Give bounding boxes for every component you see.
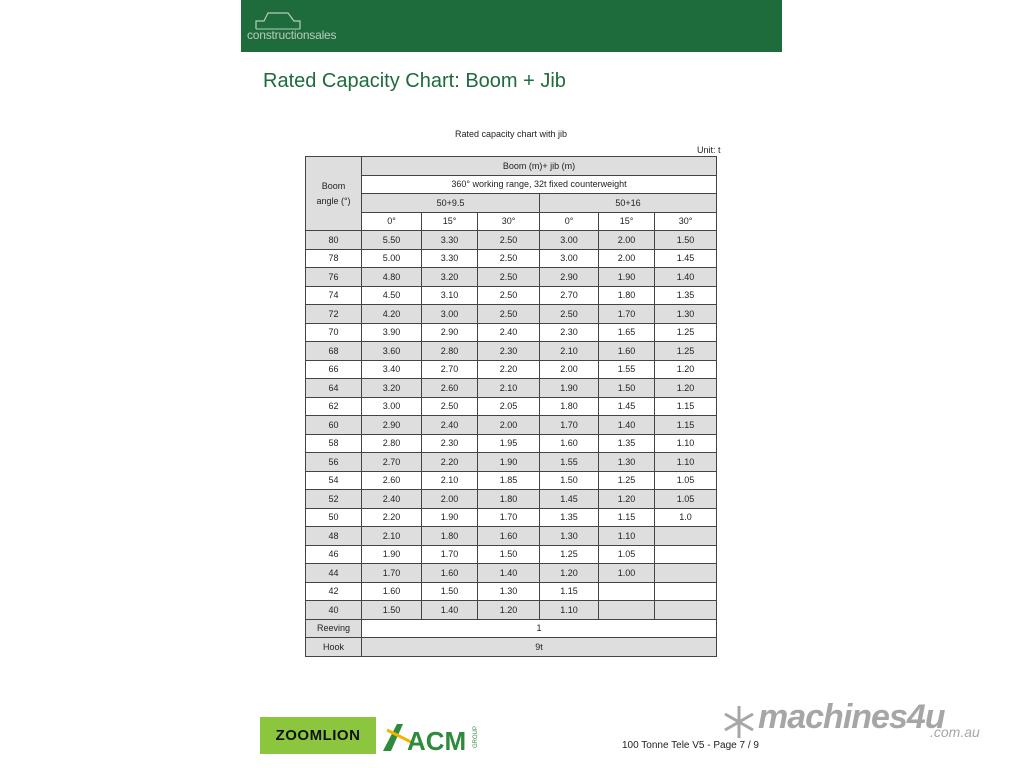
capacity-cell: 1.35 <box>540 508 599 527</box>
unit-label: Unit: t <box>697 145 721 155</box>
capacity-cell <box>599 582 655 601</box>
angle-cell: 54 <box>306 471 362 490</box>
capacity-cell: 1.60 <box>362 582 422 601</box>
capacity-cell: 2.05 <box>478 397 540 416</box>
capacity-cell: 2.70 <box>362 453 422 472</box>
table-row <box>306 564 717 583</box>
capacity-cell: 1.80 <box>478 490 540 509</box>
offset-header: 15° <box>599 212 655 231</box>
constructionsales-logo: constructionsales <box>247 28 337 42</box>
acm-text: ACM <box>407 726 467 755</box>
capacity-cell: 1.80 <box>540 397 599 416</box>
capacity-cell: 3.30 <box>422 231 478 250</box>
angle-cell: 72 <box>306 305 362 324</box>
angle-cell: 62 <box>306 397 362 416</box>
offset-header: 0° <box>540 212 599 231</box>
table-row <box>306 305 717 324</box>
table-row <box>306 286 717 305</box>
capacity-cell: 3.20 <box>362 379 422 398</box>
working-range-header: 360° working range, 32t fixed counterweight <box>362 175 717 194</box>
capacity-cell: 2.00 <box>478 416 540 435</box>
capacity-cell: 1.70 <box>540 416 599 435</box>
capacity-cell: 2.10 <box>422 471 478 490</box>
capacity-cell: 1.40 <box>478 564 540 583</box>
capacity-cell: 1.50 <box>540 471 599 490</box>
capacity-cell: 1.20 <box>655 379 717 398</box>
capacity-cell: 2.10 <box>362 527 422 546</box>
capacity-cell: 4.80 <box>362 268 422 287</box>
angle-cell: 58 <box>306 434 362 453</box>
capacity-cell: 1.10 <box>655 434 717 453</box>
reeving-row <box>306 619 717 638</box>
angle-cell: 60 <box>306 416 362 435</box>
capacity-cell: 2.40 <box>362 490 422 509</box>
capacity-cell: 1.40 <box>422 601 478 620</box>
acm-group-text: GROUP <box>473 725 479 748</box>
capacity-cell: 1.20 <box>540 564 599 583</box>
capacity-cell: 2.70 <box>422 360 478 379</box>
table-row <box>306 434 717 453</box>
capacity-cell: 1.45 <box>655 249 717 268</box>
machines4u-text: machines4u <box>758 698 945 736</box>
group-header: 50+16 <box>540 194 717 213</box>
capacity-cell: 3.00 <box>540 249 599 268</box>
capacity-cell <box>655 527 717 546</box>
capacity-cell: 1.70 <box>599 305 655 324</box>
hook-label: Hook <box>306 638 362 657</box>
machines4u-domain: .com.au <box>930 724 980 740</box>
angle-cell: 40 <box>306 601 362 620</box>
capacity-cell: 2.10 <box>540 342 599 361</box>
table-row <box>306 527 717 546</box>
capacity-cell: 1.45 <box>599 397 655 416</box>
capacity-cell: 1.85 <box>478 471 540 490</box>
capacity-cell: 2.50 <box>478 249 540 268</box>
capacity-cell: 1.35 <box>599 434 655 453</box>
angle-cell: 56 <box>306 453 362 472</box>
capacity-cell: 2.00 <box>540 360 599 379</box>
group-header: 50+9.5 <box>362 194 540 213</box>
table-row <box>306 379 717 398</box>
capacity-cell: 3.00 <box>540 231 599 250</box>
angle-cell: 48 <box>306 527 362 546</box>
capacity-cell: 1.90 <box>478 453 540 472</box>
angle-cell: 68 <box>306 342 362 361</box>
capacity-cell: 2.30 <box>540 323 599 342</box>
table-row <box>306 453 717 472</box>
angle-cell: 76 <box>306 268 362 287</box>
table-row <box>306 601 717 620</box>
table-row <box>306 249 717 268</box>
capacity-cell: 2.80 <box>422 342 478 361</box>
header-bar <box>241 0 782 52</box>
table-row <box>306 268 717 287</box>
capacity-cell: 2.90 <box>422 323 478 342</box>
angle-cell: 80 <box>306 231 362 250</box>
capacity-cell: 1.45 <box>540 490 599 509</box>
capacity-cell: 1.40 <box>599 416 655 435</box>
table-header-row <box>306 194 717 213</box>
angle-cell: 78 <box>306 249 362 268</box>
table-row <box>306 471 717 490</box>
capacity-cell: 2.00 <box>599 249 655 268</box>
capacity-cell: 2.10 <box>478 379 540 398</box>
capacity-cell: 2.00 <box>422 490 478 509</box>
table-header-row <box>306 157 717 176</box>
capacity-cell: 4.50 <box>362 286 422 305</box>
capacity-cell: 2.70 <box>540 286 599 305</box>
acm-logo <box>381 720 487 755</box>
capacity-cell: 2.20 <box>422 453 478 472</box>
angle-cell: 42 <box>306 582 362 601</box>
table-row <box>306 360 717 379</box>
angle-cell: 50 <box>306 508 362 527</box>
capacity-cell: 1.15 <box>540 582 599 601</box>
angle-cell: 52 <box>306 490 362 509</box>
angle-cell: 74 <box>306 286 362 305</box>
capacity-cell: 1.05 <box>655 471 717 490</box>
capacity-cell: 1.10 <box>540 601 599 620</box>
page-footer-text: 100 Tonne Tele V5 - Page 7 / 9 <box>622 740 759 751</box>
capacity-cell: 2.90 <box>540 268 599 287</box>
capacity-cell: 1.30 <box>655 305 717 324</box>
chart-caption: Rated capacity chart with jib <box>454 129 568 139</box>
capacity-cell: 1.70 <box>478 508 540 527</box>
capacity-cell: 1.90 <box>362 545 422 564</box>
capacity-cell: 1.50 <box>362 601 422 620</box>
capacity-cell: 3.30 <box>422 249 478 268</box>
capacity-cell: 1.95 <box>478 434 540 453</box>
capacity-cell: 1.25 <box>599 471 655 490</box>
capacity-cell: 1.20 <box>655 360 717 379</box>
capacity-cell: 3.00 <box>362 397 422 416</box>
capacity-cell: 1.20 <box>599 490 655 509</box>
capacity-cell: 2.50 <box>478 305 540 324</box>
capacity-cell: 3.60 <box>362 342 422 361</box>
capacity-cell <box>655 545 717 564</box>
machines4u-logo <box>722 698 992 744</box>
zoomlion-logo: ZOOMLION <box>260 717 376 754</box>
hook-value: 9t <box>362 638 717 657</box>
capacity-cell: 1.80 <box>422 527 478 546</box>
capacity-cell: 1.15 <box>655 397 717 416</box>
capacity-cell: 1.25 <box>655 323 717 342</box>
table-header-row <box>306 175 717 194</box>
table-row <box>306 342 717 361</box>
offset-header: 30° <box>478 212 540 231</box>
capacity-cell: 5.00 <box>362 249 422 268</box>
capacity-cell: 2.50 <box>478 231 540 250</box>
capacity-cell: 1.30 <box>599 453 655 472</box>
offset-header: 15° <box>422 212 478 231</box>
capacity-cell: 2.40 <box>478 323 540 342</box>
capacity-cell: 2.50 <box>478 268 540 287</box>
boom-angle-header: Boom angle (°) <box>306 157 362 231</box>
capacity-cell: 1.50 <box>422 582 478 601</box>
table-row <box>306 397 717 416</box>
reeving-label: Reeving <box>306 619 362 638</box>
table-row <box>306 416 717 435</box>
capacity-cell: 4.20 <box>362 305 422 324</box>
capacity-cell: 2.60 <box>362 471 422 490</box>
capacity-cell: 1.55 <box>599 360 655 379</box>
table-row <box>306 582 717 601</box>
capacity-cell: 2.20 <box>362 508 422 527</box>
capacity-cell: 3.00 <box>422 305 478 324</box>
capacity-cell <box>655 601 717 620</box>
table-row <box>306 231 717 250</box>
capacity-cell: 1.50 <box>599 379 655 398</box>
capacity-cell <box>655 564 717 583</box>
capacity-cell: 1.35 <box>655 286 717 305</box>
capacity-cell: 2.90 <box>362 416 422 435</box>
table-row <box>306 490 717 509</box>
capacity-cell: 3.90 <box>362 323 422 342</box>
capacity-cell: 1.40 <box>655 268 717 287</box>
table-row <box>306 508 717 527</box>
angle-cell: 46 <box>306 545 362 564</box>
capacity-cell: 2.50 <box>422 397 478 416</box>
capacity-cell: 1.05 <box>655 490 717 509</box>
hook-row <box>306 638 717 657</box>
offset-header: 30° <box>655 212 717 231</box>
capacity-table <box>305 156 717 657</box>
capacity-cell: 1.15 <box>655 416 717 435</box>
capacity-cell: 2.00 <box>599 231 655 250</box>
capacity-cell: 1.70 <box>422 545 478 564</box>
capacity-cell: 1.90 <box>422 508 478 527</box>
capacity-cell: 1.55 <box>540 453 599 472</box>
reeving-value: 1 <box>362 619 717 638</box>
capacity-cell: 1.25 <box>540 545 599 564</box>
offset-header: 0° <box>362 212 422 231</box>
angle-cell: 66 <box>306 360 362 379</box>
capacity-cell: 2.60 <box>422 379 478 398</box>
capacity-cell: 1.60 <box>540 434 599 453</box>
table-row <box>306 323 717 342</box>
capacity-cell: 1.30 <box>540 527 599 546</box>
capacity-cell <box>599 601 655 620</box>
star-icon <box>722 702 756 742</box>
capacity-cell: 3.10 <box>422 286 478 305</box>
table-row <box>306 545 717 564</box>
capacity-cell: 1.90 <box>540 379 599 398</box>
capacity-cell: 1.00 <box>599 564 655 583</box>
capacity-cell: 1.60 <box>478 527 540 546</box>
capacity-cell: 1.65 <box>599 323 655 342</box>
table-header-row <box>306 212 717 231</box>
page-title: Rated Capacity Chart: Boom + Jib <box>263 70 566 92</box>
capacity-cell: 1.05 <box>599 545 655 564</box>
capacity-cell: 1.30 <box>478 582 540 601</box>
capacity-cell <box>655 582 717 601</box>
angle-cell: 70 <box>306 323 362 342</box>
angle-cell: 64 <box>306 379 362 398</box>
capacity-cell: 2.40 <box>422 416 478 435</box>
capacity-cell: 2.30 <box>478 342 540 361</box>
capacity-cell: 1.10 <box>599 527 655 546</box>
capacity-cell: 1.25 <box>655 342 717 361</box>
capacity-cell: 1.80 <box>599 286 655 305</box>
capacity-cell: 2.20 <box>478 360 540 379</box>
capacity-cell: 1.0 <box>655 508 717 527</box>
capacity-cell: 2.50 <box>478 286 540 305</box>
capacity-cell: 2.30 <box>422 434 478 453</box>
capacity-cell: 1.50 <box>478 545 540 564</box>
capacity-cell: 5.50 <box>362 231 422 250</box>
capacity-cell: 1.60 <box>422 564 478 583</box>
boom-jib-header: Boom (m)+ jib (m) <box>362 157 717 176</box>
capacity-cell: 2.50 <box>540 305 599 324</box>
capacity-cell: 3.20 <box>422 268 478 287</box>
capacity-cell: 1.70 <box>362 564 422 583</box>
capacity-cell: 1.90 <box>599 268 655 287</box>
capacity-cell: 1.50 <box>655 231 717 250</box>
capacity-cell: 2.80 <box>362 434 422 453</box>
capacity-cell: 1.60 <box>599 342 655 361</box>
angle-cell: 44 <box>306 564 362 583</box>
capacity-cell: 1.20 <box>478 601 540 620</box>
capacity-cell: 1.10 <box>655 453 717 472</box>
capacity-cell: 3.40 <box>362 360 422 379</box>
capacity-cell: 1.15 <box>599 508 655 527</box>
